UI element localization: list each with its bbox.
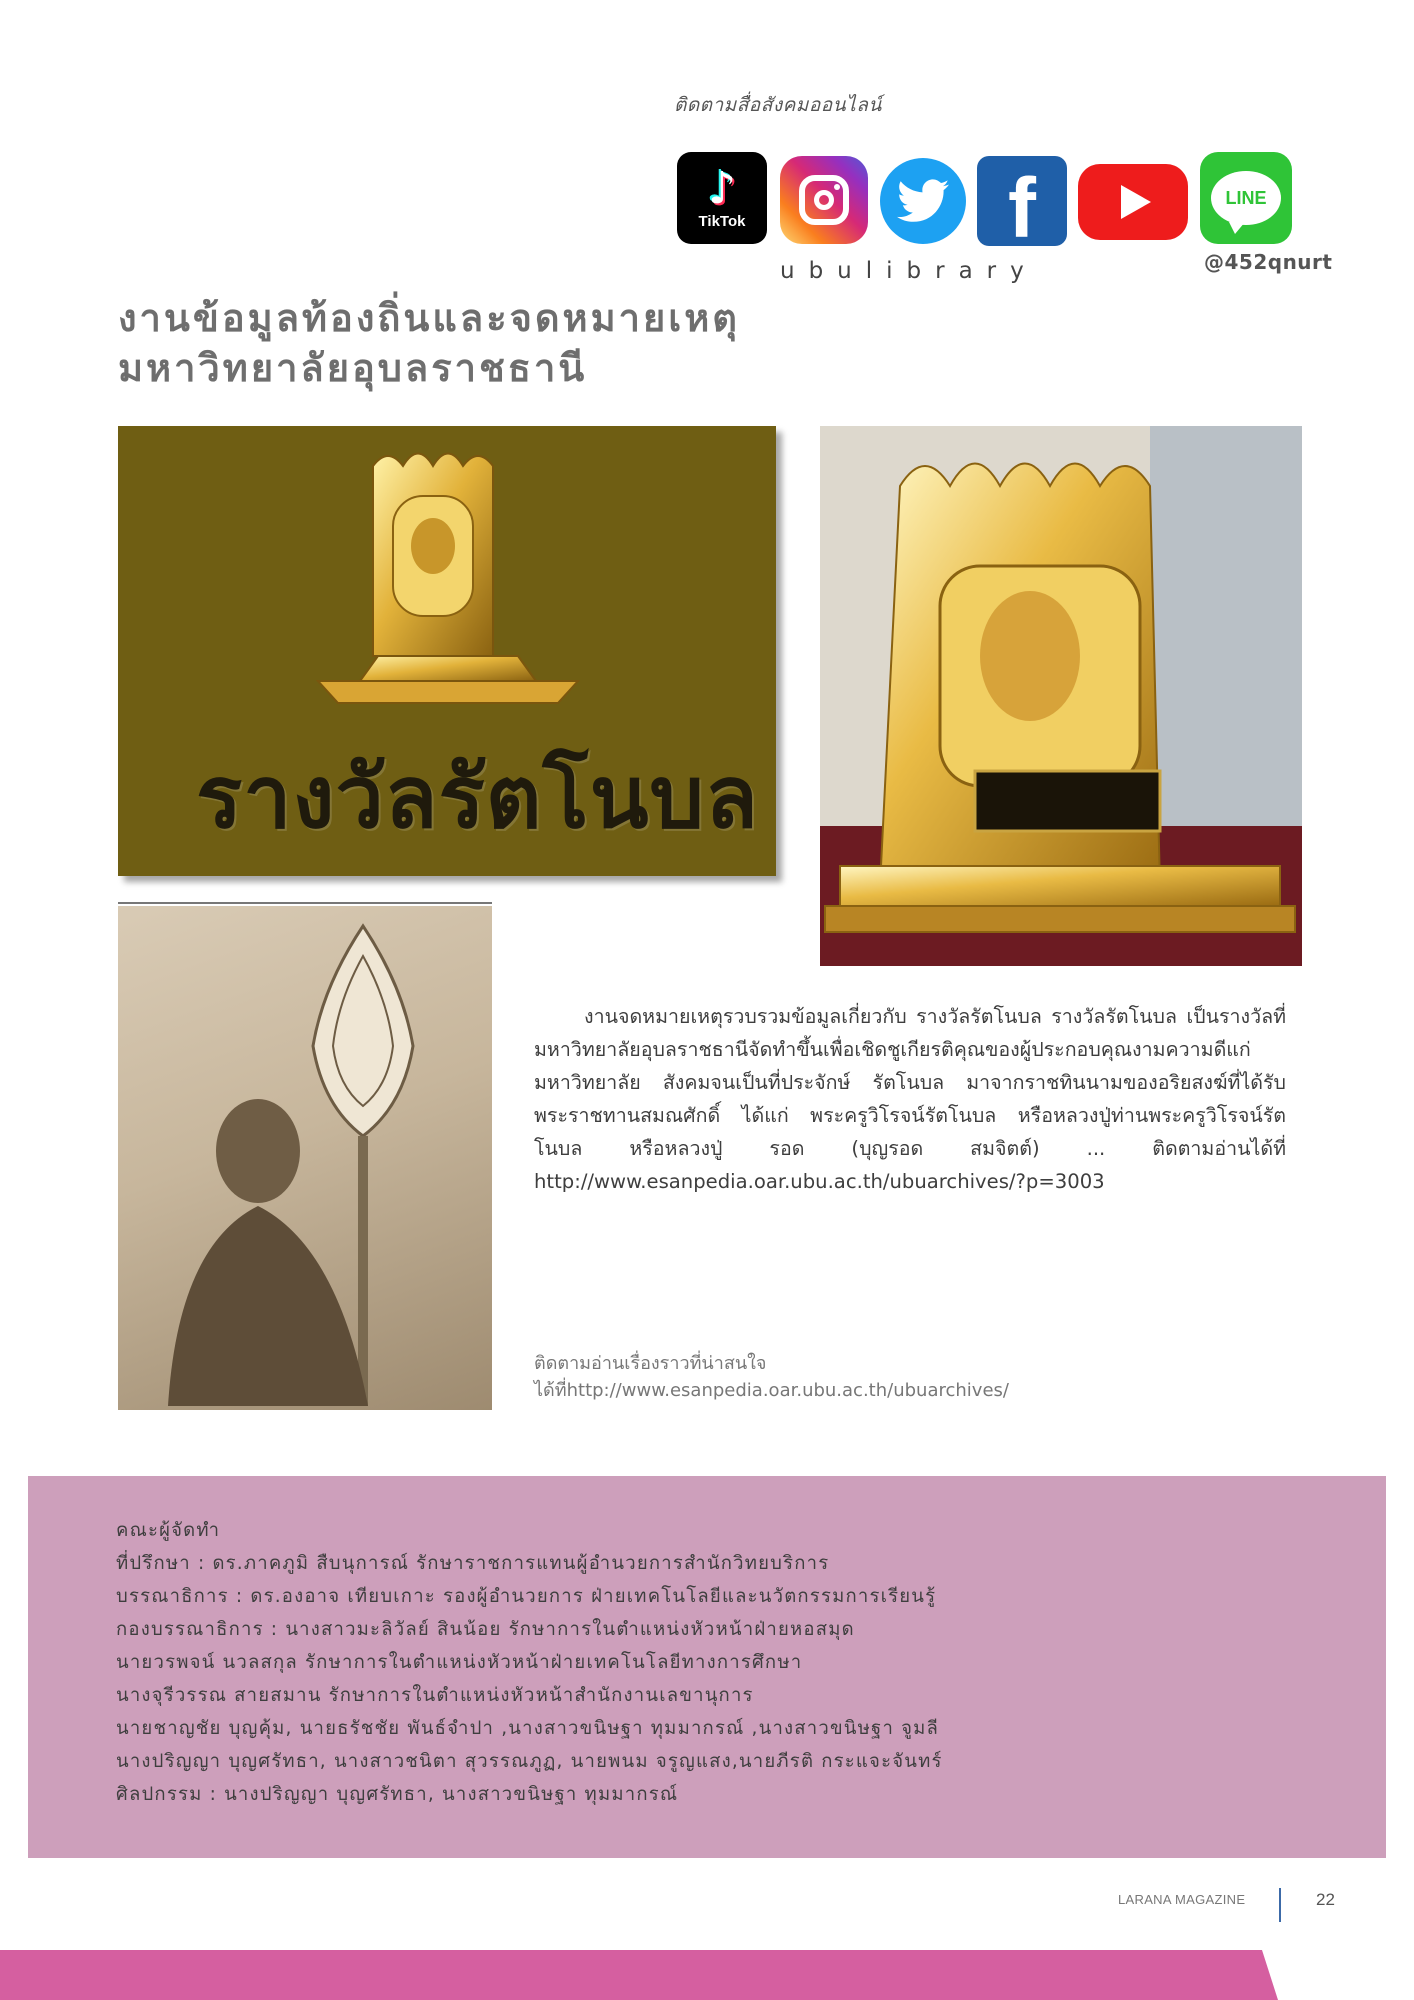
footer-bar (0, 1950, 1414, 2000)
credits-line: ที่ปรึกษา : ดร.ภาคภูมิ สืบนุการณ์ รักษาราชการแทนผู้อำนวยการสำนักวิทยบริการ (116, 1553, 830, 1574)
article-paragraph: งานจดหมายเหตุรวบรวมข้อมูลเกี่ยวกับ รางวัลรัตโนบล รางวัลรัตโนบล เป็นรางวัลที่มหาวิทยาลัยอุบลราชธานีจัดทำขึ้นเพื่อเชิดชูเกียรติคุณของผู้ประกอบคุณงามความดีแก่มหาวิทยาลัย สังคมจนเป็นที่ประจักษ์ รัตโนบล มาจากราชทินนามของอริยสงฆ์ที่ได้รับ พระราชทานสมณศักดิ์ ได้แก่ พระครูวิโรจน์รัตโนบล หรือหลวงปู่ท่านพระครูวิโรจน์รัตโนบล หรือหลวงปู่ รอด (บุญรอด สมจิตต์) ... ติดตามอ่านได้ที่ http://www.esanpedia.oar.ubu.ac.th/ubuarchives/?p=3003 (534, 1005, 1286, 1193)
bird-shape (897, 179, 949, 223)
credits-line: บรรณาธิการ : ดร.องอาจ เทียบเกาะ รองผู้อำนวยการ ฝ่ายเทคโนโลยีและนวัตกรรมการเรียนรู้ (116, 1586, 937, 1607)
follow-read-note (534, 1350, 1094, 1404)
award-banner-image (118, 426, 776, 876)
line-id: @452qnurt (1204, 250, 1333, 274)
page-number: 22 (1316, 1890, 1335, 1909)
footer-divider (1279, 1888, 1281, 1922)
credits-line: กองบรรณาธิการ : นางสาวมะลิวัลย์ สินน้อย รักษาการในตำแหน่งหัวหน้าฝ่ายหอสมุด (116, 1619, 855, 1640)
line-label: LINE (1225, 187, 1267, 208)
monk-portrait-graphic (118, 906, 492, 1410)
page-title-line-1: งานข้อมูลท้องถิ่นและจดหมายเหตุ (118, 296, 740, 340)
credits-line: นายชาญชัย บุญคุ้ม, นายธรัชชัย พันธ์จำปา ,นางสาวขนิษฐา ทุมมากรณ์ ,นางสาวขนิษฐา จูมลี (116, 1718, 940, 1739)
follow-read-line-2: ได้ที่http://www.esanpedia.oar.ubu.ac.th/ubuarchives/ (534, 1380, 1009, 1401)
trophy-photo (820, 426, 1302, 966)
credits-line: ศิลปกรรม : นางปริญญา บุญศรัทธา, นางสาวขนิษฐา ทุมมากรณ์ (116, 1784, 679, 1805)
credits-line: นายวรพจน์ นวลสกุล รักษาการในตำแหน่งหัวหน้าฝ่ายเทคโนโลยีทางการศึกษา (116, 1652, 803, 1673)
page-title-line-2: มหาวิทยาลัยอุบลราชธานี (118, 346, 588, 390)
instagram-icon[interactable] (780, 156, 868, 244)
follow-social-label: ติดตามสื่อสังคมออนไลน์ (674, 94, 882, 116)
youtube-icon[interactable] (1078, 164, 1188, 240)
credits-panel (28, 1476, 1386, 1858)
monk-portrait-photo (118, 906, 492, 1410)
banner-title: รางวัลรัตโนบล (196, 748, 759, 848)
play-icon (1121, 185, 1151, 219)
photo-divider (118, 902, 492, 904)
credits-line: นางปริญญา บุญศรัทธา, นางสาวชนิตา สุวรรณภูฏ, นายพนม จรูญแสง,นายภีรติ กระแจะจันทร์ (116, 1751, 943, 1772)
tiktok-icon[interactable]: ♪ TikTok (677, 152, 767, 244)
trophy-photo-graphic (820, 426, 1302, 966)
credits-line: นางจุรีวรรณ สายสมาน รักษาการในตำแหน่งหัวหน้าสำนักงานเลขานุการ (116, 1685, 754, 1706)
tiktok-label: TikTok (698, 212, 746, 230)
follow-read-line-1: ติดตามอ่านเรื่องราวที่น่าสนใจ (534, 1353, 767, 1374)
magazine-name: LARANA MAGAZINE (1118, 1892, 1246, 1907)
credits-list (116, 1514, 943, 1811)
social-handle: ubulibrary (780, 258, 1038, 284)
line-icon[interactable] (1200, 152, 1292, 244)
twitter-icon[interactable] (880, 158, 966, 244)
credits-heading: คณะผู้จัดทำ (116, 1520, 221, 1541)
facebook-letter: f (1008, 161, 1036, 246)
facebook-icon[interactable] (977, 156, 1067, 246)
